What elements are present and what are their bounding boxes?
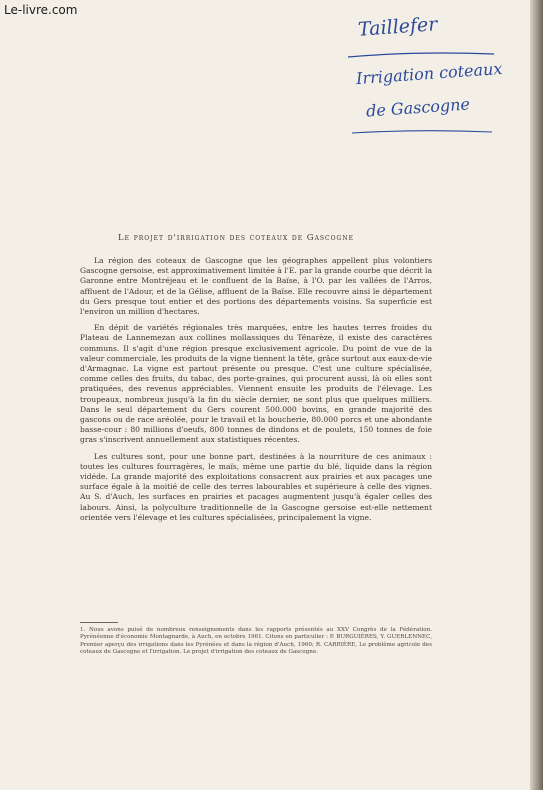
handwritten-note xyxy=(340,12,503,142)
handwritten-line-2: Irrigation coteaux xyxy=(355,58,503,89)
footnote: 1. Nous avons puisé de nombreux renseignements dans les rapports présentés au XXV Congrès de la Fédération. Pyrénéenne d'économie Montagnarde, à Auch, en octobre 1961. Citons en particulier : P. BURGUIÈRES, Y. GUERLENNEC, Premier aperçu des irrigations dans les Pyrénées et dans la région d'Auch, 1960; R. CARRIÈRE, Le problème agricole des coteaux de Gascogne et l'irrigation. Le projet d'irrigation des coteaux de Gascogne. xyxy=(80,627,432,656)
paragraph-1: La région des coteaux de Gascogne que les géographes appellent plus volontiers Gascogne gersoise, est approximativement limitée à l'E. par la grande courbe que décrit la Garonne entre Montréjeau et le confluent de la Baïse, à l'O. par les vallées de l'Arros, affluent de l'Adour, et de la Gélise, affluent de la Baïse. Elle recouvre ainsi le département du Gers presque tout entier et des portions des départements voisins. Sa superficie est l'environ un million d'hectares. xyxy=(80,256,432,317)
handwritten-line-1: Taillefer xyxy=(357,13,439,41)
handwritten-underline-1 xyxy=(346,50,496,60)
document-body xyxy=(80,256,432,529)
document-title: Le projet d'irrigation des coteaux de Gascogne xyxy=(118,233,354,243)
page-edge-shadow xyxy=(530,0,543,790)
paragraph-3: Les cultures sont, pour une bonne part, destinées à la nourriture de ces animaux : toutes les cultures fourragères, le maïs, même une partie du blé, liquide dans la région vidéde. La grande majorité des exploitations consacrent aux prairies et aux pacages une surface égale à la moitié de celle des terres labourables et supérieure à celle des vignes. Au S. d'Auch, les surfaces en prairies et pacages augmentent jusqu'à égaler celles des labours. Ainsi, la polyculture traditionnelle de la Gascogne gersoise est-elle nettement orientée vers l'élevage et les cultures spécialisées, principalement la vigne. xyxy=(80,451,432,522)
footnote-divider xyxy=(80,622,118,623)
watermark: Le-livre.com xyxy=(4,3,78,17)
handwritten-underline-2 xyxy=(350,127,495,137)
handwritten-line-3: de Gascogne xyxy=(365,94,471,121)
paragraph-2: En dépit de variétés régionales très marquées, entre les hautes terres froides du Plateau de Lannemezan aux collines mollassiques du Ténarèze, il existe des caractères communs. Il s'agit d'une région presque exclusivement agricole. Du point de vue de la valeur commerciale, les produits de la vigne tiennent la tête, grâce surtout aux eaux-de-vie d'Armagnac. La vigne est partout présente ou presque. C'est une culture spécialisée, comme celles des fruits, du tabac, des porte-graines, qui procurent aussi, là où elles sont pratiquées, des revenus appréciables. Viennent ensuite les produits de l'élevage. Les troupeaux, nombreux jusqu'à la fin du siècle dernier, ne sont plus que quelques milliers. Dans le seul département du Gers courent 500.000 bovins, en grande majorité des gascons ou de race aréolée, pour le travail et la boucherie, 80.000 porcs et une abondante basse-cour : 80 millions d'oeufs, 800 tonnes de dindons et de poulets, 150 tonnes de foie gras s'inscrivent annuellement aux statistiques récentes. xyxy=(80,323,432,445)
